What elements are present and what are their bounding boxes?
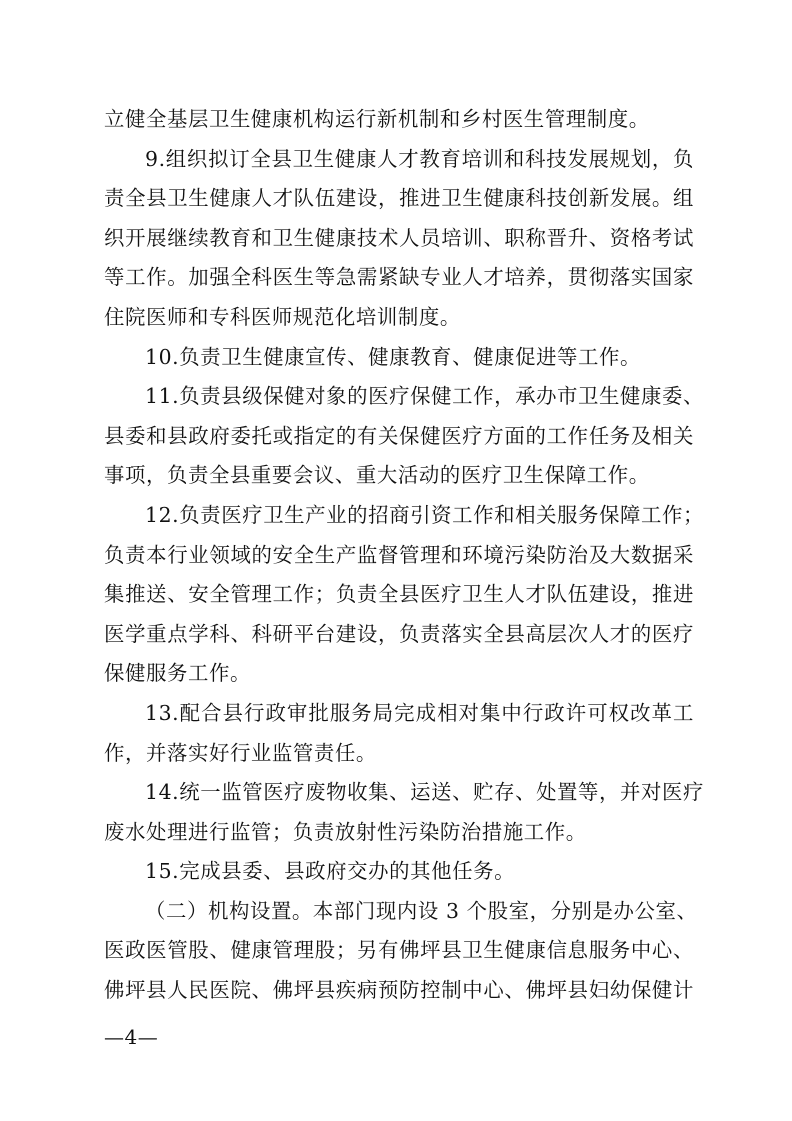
paragraph-line: 13.配合县行政审批服务局完成相对集中行政许可权改革工 [145,700,694,725]
paragraph-line: 11.负责县级保健对象的医疗保健工作，承办市卫生健康委、 [145,384,704,409]
paragraph-line: 县委和县政府委托或指定的有关保健医疗方面的工作任务及相关 [104,423,694,448]
paragraph-line: （二）机构设置。本部门现内设 3 个股室，分别是办公室、 [145,898,698,923]
paragraph-line: 立健全基层卫生健康机构运行新机制和乡村医生管理制度。 [104,107,650,131]
paragraph-line: 作，并落实好行业监管责任。 [104,740,377,765]
document-body [104,100,704,1011]
paragraph-line: 9.组织拟订全县卫生健康人才教育培训和科技发展规划，负 [145,146,694,171]
paragraph-line: 15.完成县委、县政府交办的其他任务。 [145,859,516,884]
paragraph-line: 事项，负责全县重要会议、重大活动的医疗卫生保障工作。 [104,463,650,488]
paragraph-line: 10.负责卫生健康宣传、健康教育、健康促进等工作。 [145,344,642,369]
paragraph-line: 集推送、安全管理工作；负责全县医疗卫生人才队伍建设，推进 [104,582,694,607]
page-number: —4— [104,1025,159,1049]
paragraph-line: 保健服务工作。 [104,661,251,686]
paragraph-line: 住院医师和专科医师规范化培训制度。 [104,304,461,329]
paragraph-line: 废水处理进行监管；负责放射性污染防治措施工作。 [104,819,587,844]
paragraph-line: 医政医管股、健康管理股；另有佛坪县卫生健康信息服务中心、 [104,938,694,963]
paragraph-line: 14.统一监管医疗废物收集、运送、贮存、处置等，并对医疗 [145,780,704,805]
paragraph-line: 12.负责医疗卫生产业的招商引资工作和相关服务保障工作； [145,502,704,527]
paragraph-line: 织开展继续教育和卫生健康技术人员培训、职称晋升、资格考试 [104,225,694,250]
paragraph-line: 负责本行业领域的安全生产监督管理和环境污染防治及大数据采 [104,542,694,567]
paragraph-line: 医学重点学科、科研平台建设，负责落实全县高层次人才的医疗 [104,621,694,646]
paragraph-line: 佛坪县人民医院、佛坪县疾病预防控制中心、佛坪县妇幼保健计 [104,978,694,1003]
paragraph-line: 责全县卫生健康人才队伍建设，推进卫生健康科技创新发展。组 [104,186,694,211]
paragraph-line: 等工作。加强全科医生等急需紧缺专业人才培养，贯彻落实国家 [104,265,694,290]
